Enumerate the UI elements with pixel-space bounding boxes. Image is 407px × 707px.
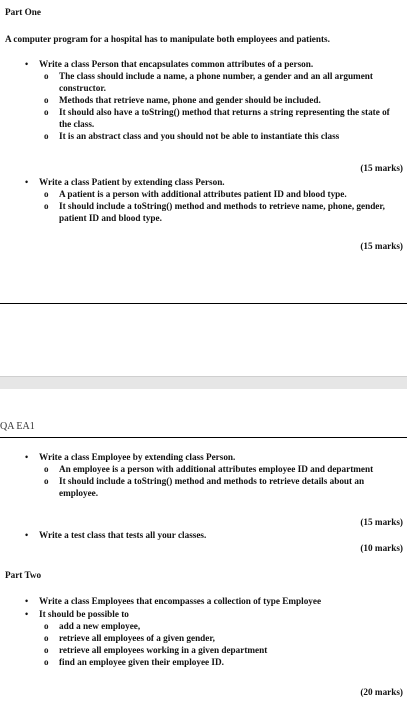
employees-item: o find an employee given their employee ID. — [44, 657, 224, 667]
possible-title: It should be possible to — [39, 609, 129, 619]
person-item: o It is an abstract class and you should not be able to instantiate this class — [44, 131, 340, 141]
test-marks: (10 marks) — [360, 543, 403, 553]
employee-marks: (15 marks) — [360, 517, 403, 527]
bullet-possible — [25, 608, 401, 668]
patient-title: Write a class Patient by extending class Person. — [39, 177, 225, 187]
bullet-dot: • — [25, 177, 29, 187]
person-title: Write a class Person that encapsulates common attributes of a person. — [39, 59, 314, 69]
patient-marks: (15 marks) — [360, 241, 403, 251]
employee-title: Write a class Employee by extending class Person. — [39, 452, 236, 462]
employees-item: o add a new employee, — [44, 621, 141, 631]
person-item: o Methods that retrieve name, phone and gender should be included. — [44, 95, 321, 105]
patient-item: o It should include a toString() method and methods to retrieve name, phone, gender, patient ID and blood type. — [44, 201, 385, 223]
bullet-dot: • — [25, 596, 29, 606]
employees-item: o retrieve all employees working in a given department — [44, 645, 268, 655]
bullet-dot: • — [25, 452, 29, 462]
test-title: Write a test class that tests all your classes. — [39, 530, 207, 540]
bullet-dot: • — [25, 609, 29, 619]
part-one-heading: Part One — [5, 7, 41, 17]
employee-item: o An employee is a person with additional attributes employee ID and department — [44, 464, 374, 474]
person-item: o The class should include a name, a phone number, a gender and an all argument constructor. — [44, 71, 373, 93]
patient-item: o A patient is a person with additional attributes patient ID and blood type. — [44, 189, 347, 199]
person-marks: (15 marks) — [360, 163, 403, 173]
bullet-dot: • — [25, 59, 29, 69]
employees-title: Write a class Employees that encompasses a collection of type Employee — [39, 596, 322, 606]
part-one-intro: A computer program for a hospital has to manipulate both employees and patients. — [5, 34, 330, 44]
bullet-employees — [25, 595, 401, 607]
page-header: QA EA1 — [0, 421, 35, 432]
employees-item: o retrieve all employees of a given gender, — [44, 633, 215, 643]
person-item: o It should also have a toString() method that returns a string representing the state of the class. — [44, 107, 390, 129]
bullet-employee — [25, 451, 401, 499]
part-two-marks: (20 marks) — [360, 687, 403, 697]
bullet-dot: • — [25, 530, 29, 540]
employee-item: o It should include a toString() method and methods to retrieve details about an employee. — [44, 476, 365, 498]
bullet-test — [25, 529, 401, 541]
part-two-heading: Part Two — [5, 570, 42, 580]
